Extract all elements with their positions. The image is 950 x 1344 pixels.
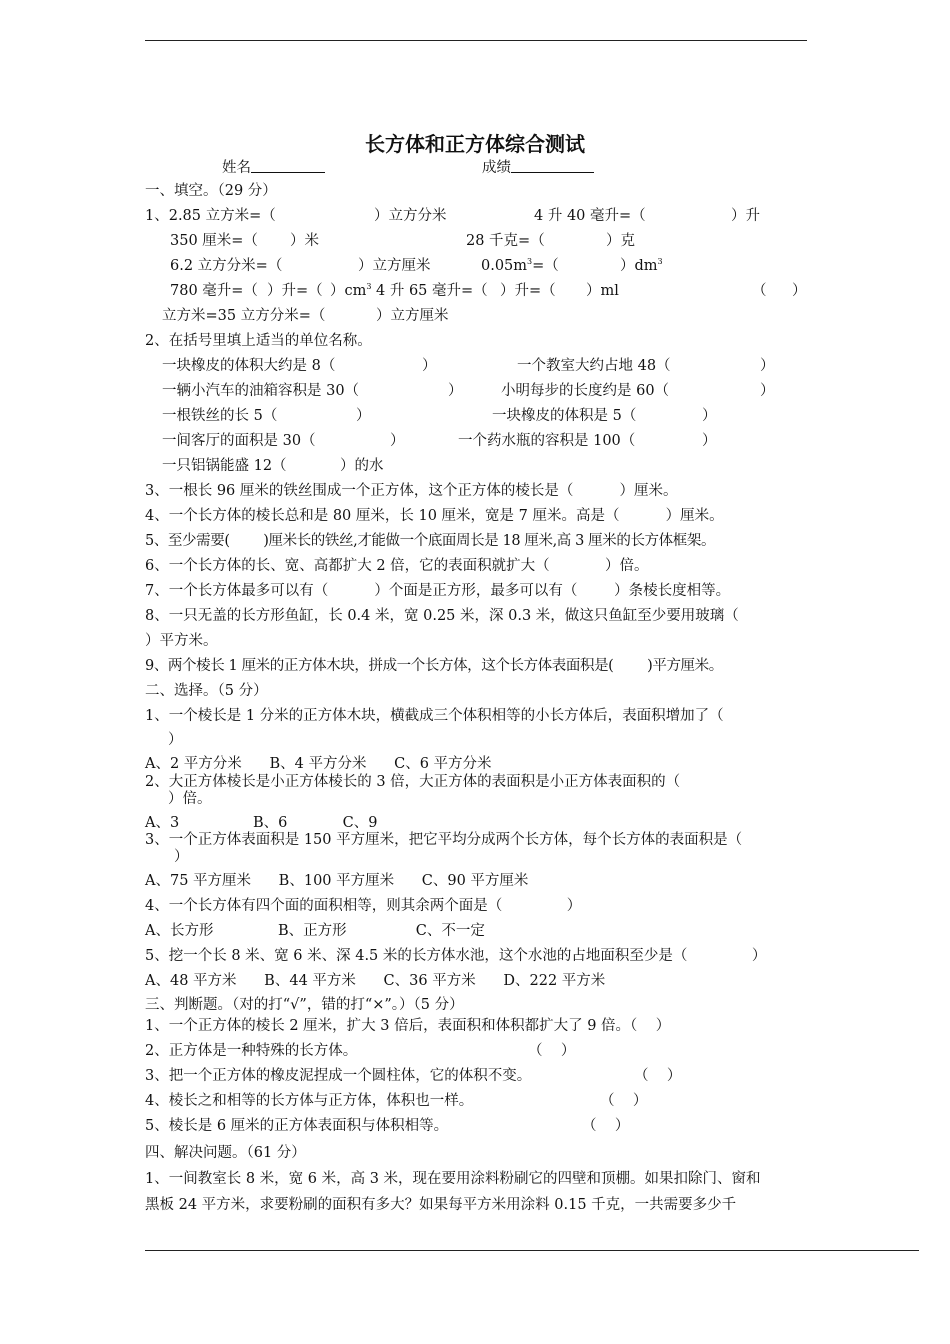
s1-q1-d3-sup: 3 — [366, 282, 372, 291]
s1-q8b: ）平方米。 — [145, 633, 218, 649]
s1-q1-c5 — [620, 257, 663, 275]
s1-q1-d4: 4 升 65 毫升=（ — [376, 283, 488, 299]
s1-q1-b4: ）克 — [606, 233, 635, 249]
s1-q2-r4b: ） — [390, 433, 405, 449]
s1-q2-r2b: ） — [448, 383, 463, 399]
name-label: 姓名 — [222, 160, 251, 176]
s1-q6: 6、一个长方体的长、宽、高都扩大 2 倍，它的表面积就扩大（ ）倍。 — [145, 558, 649, 574]
s2-q1b: ） — [168, 732, 183, 748]
s1-q1-c3-sup: 3 — [527, 257, 533, 266]
s1-q2-r3b: ） — [356, 408, 371, 424]
s1-q1-c2: ）立方厘米 — [358, 258, 431, 274]
s1-q2-r4a: 一间客厅的面积是 30（ — [162, 433, 316, 449]
section4-heading: 四、解决问题。（61 分） — [145, 1145, 306, 1161]
s1-q2-r1a: 一块橡皮的体积大约是 8（ — [162, 358, 336, 374]
s1-q4: 4、一个长方体的棱长总和是 80 厘米，长 10 厘米，宽是 7 厘米。高是（ ）厘米。 — [145, 508, 724, 524]
s1-q2-r5a: 一只铝锅能盛 12（ — [162, 458, 287, 474]
s1-q1-e1: 立方米=35 立方分米=（ — [162, 308, 326, 324]
s2-q1-options: A、2 平方分米 B、4 平方分米 C、6 平方分米 — [145, 756, 492, 772]
s2-q3b: ） — [174, 849, 189, 865]
s1-q5: 5、至少需要( )厘米长的铁丝,才能做一个底面周长是 18 厘米,高 3 厘米的长方体框架。 — [145, 533, 716, 549]
page-title: 长方体和正方体综合测试 — [365, 132, 585, 156]
s1-q2-r3d: ） — [702, 408, 717, 424]
s1-q1-a1: 1、2.85 立方米=（ — [145, 208, 276, 224]
s2-q4: 4、一个长方体有四个面的面积相等，则其余两个面是（ ） — [145, 898, 582, 914]
s4-q1b: 黑板 24 平方米，求要粉刷的面积有多大？如果每平方米用涂料 0.15 千克，一共需要多少千 — [145, 1197, 737, 1213]
s1-q1-c5-text: ）dm — [620, 258, 658, 274]
s2-q5-options: A、48 平方米 B、44 平方米 C、36 平方米 D、222 平方米 — [145, 973, 606, 989]
s2-q4-options: A、长方形 B、正方形 C、不一定 — [145, 923, 485, 939]
s1-q1-c5-sup: 3 — [657, 257, 663, 266]
top-rule — [145, 40, 807, 41]
s1-q1-c4-text: =（ — [532, 258, 559, 274]
s1-q1-c3 — [481, 257, 559, 275]
s1-q1-b2: ）米 — [290, 233, 319, 249]
s2-q2a: 2、大正方体棱长是小正方体棱长的 3 倍，大正方体的表面积是小正方体表面积的（ — [145, 774, 681, 790]
s1-q1-a3: 4 升 40 毫升=（ — [534, 208, 646, 224]
s1-q1-a2: ）立方分米 — [374, 208, 447, 224]
s1-q2-r4d: ） — [702, 433, 717, 449]
s1-q1-d8: ） — [792, 283, 807, 299]
s1-q2-r2d: ） — [760, 383, 775, 399]
s1-q1-d6: ）ml — [586, 283, 619, 299]
s1-q1-e2: ）立方厘米 — [376, 308, 449, 324]
s1-q1-c3-text: 0.05m — [481, 258, 528, 274]
s1-q1-b1: 350 厘米=（ — [170, 233, 258, 249]
s1-q1-a4: ）升 — [731, 208, 760, 224]
s1-q9: 9、两个棱长 1 厘米的正方体木块，拼成一个长方体，这个长方体表面积是( )平方厘米。 — [145, 658, 723, 674]
s1-q2-intro: 2、在括号里填上适当的单位名称。 — [145, 333, 372, 349]
s1-q2-r1c: 一个教室大约占地 48（ — [517, 358, 671, 374]
s1-q1-d7: （ — [752, 283, 767, 299]
s1-q2-r2c: 小明每步的长度约是 60（ — [501, 383, 670, 399]
s2-q1a: 1、一个棱长是 1 分米的正方体木块，横截成三个体积相等的小长方体后，表面积增加了（ — [145, 708, 724, 724]
s1-q1-d3-text: ）cm — [330, 283, 367, 299]
s2-q2b: ）倍。 — [168, 791, 212, 807]
s1-q1-b3: 28 千克=（ — [466, 233, 545, 249]
s1-q2-r4c: 一个药水瓶的容积是 100（ — [458, 433, 636, 449]
s3-q4-mark: （ ） — [600, 1093, 648, 1109]
s3-q2: 2、正方体是一种特殊的长方体。 — [145, 1043, 358, 1059]
s1-q1-d1: 780 毫升=（ — [170, 283, 258, 299]
s1-q1-c1: 6.2 立方分米=（ — [170, 258, 283, 274]
s3-q3: 3、把一个正方体的橡皮泥捏成一个圆柱体，它的体积不变。 — [145, 1068, 532, 1084]
s1-q2-r1b: ） — [422, 358, 437, 374]
s2-q3-options: A、75 平方厘米 B、100 平方厘米 C、90 平方厘米 — [145, 873, 529, 889]
s3-q3-mark: （ ） — [634, 1068, 682, 1084]
s1-q1-d3 — [330, 282, 371, 300]
section3-heading: 三、判断题。（对的打“√”，错的打“×”。）（5 分） — [145, 997, 464, 1013]
score-label: 成绩 — [482, 160, 511, 176]
s3-q5: 5、棱长是 6 厘米的正方体表面积与体积相等。 — [145, 1118, 449, 1134]
s3-q4: 4、棱长之和相等的长方体与正方体，体积也一样。 — [145, 1093, 474, 1109]
s1-q7: 7、一个长方体最多可以有（ ）个面是正方形，最多可以有（ ）条棱长度相等。 — [145, 583, 731, 599]
s1-q8a: 8、一只无盖的长方形鱼缸，长 0.4 米，宽 0.25 米，深 0.3 米，做这只鱼缸至少要用玻璃（ — [145, 608, 739, 624]
bottom-rule — [145, 1250, 919, 1251]
s1-q2-r5b: ）的水 — [340, 458, 384, 474]
s3-q1: 1、一个正方体的棱长 2 厘米，扩大 3 倍后，表面积和体积都扩大了 9 倍。（ ） — [145, 1018, 671, 1034]
s1-q2-r1d: ） — [760, 358, 775, 374]
s1-q2-r3c: 一块橡皮的体积是 5（ — [492, 408, 637, 424]
s1-q1-d2: ）升=（ — [267, 283, 323, 299]
s3-q5-mark: （ ） — [582, 1118, 630, 1134]
section1-heading: 一、填空。（29 分） — [145, 183, 277, 199]
score-blank[interactable] — [511, 158, 594, 173]
name-blank[interactable] — [251, 158, 325, 173]
name-field — [222, 158, 325, 177]
s1-q1-d5: ）升=（ — [500, 283, 556, 299]
s1-q2-r2a: 一辆小汽车的油箱容积是 30（ — [162, 383, 360, 399]
s2-q2-options: A、3 B、6 C、9 — [145, 815, 378, 831]
s1-q3: 3、一根长 96 厘米的铁丝围成一个正方体，这个正方体的棱长是（ ）厘米。 — [145, 483, 678, 499]
score-field — [482, 158, 594, 177]
s2-q5: 5、挖一个长 8 米、宽 6 米、深 4.5 米的长方体水池，这个水池的占地面积至少是（ ） — [145, 948, 767, 964]
s2-q3a: 3、一个正方体表面积是 150 平方厘米，把它平均分成两个长方体，每个长方体的表面积是（ — [145, 832, 743, 848]
s1-q2-r3a: 一根铁丝的长 5（ — [162, 408, 278, 424]
s3-q2-mark: （ ） — [528, 1043, 576, 1059]
s4-q1a: 1、一间教室长 8 米，宽 6 米，高 3 米，现在要用涂料粉刷它的四壁和顶棚。如果扣除门、窗和 — [145, 1171, 761, 1187]
section2-heading: 二、选择。（5 分） — [145, 683, 268, 699]
